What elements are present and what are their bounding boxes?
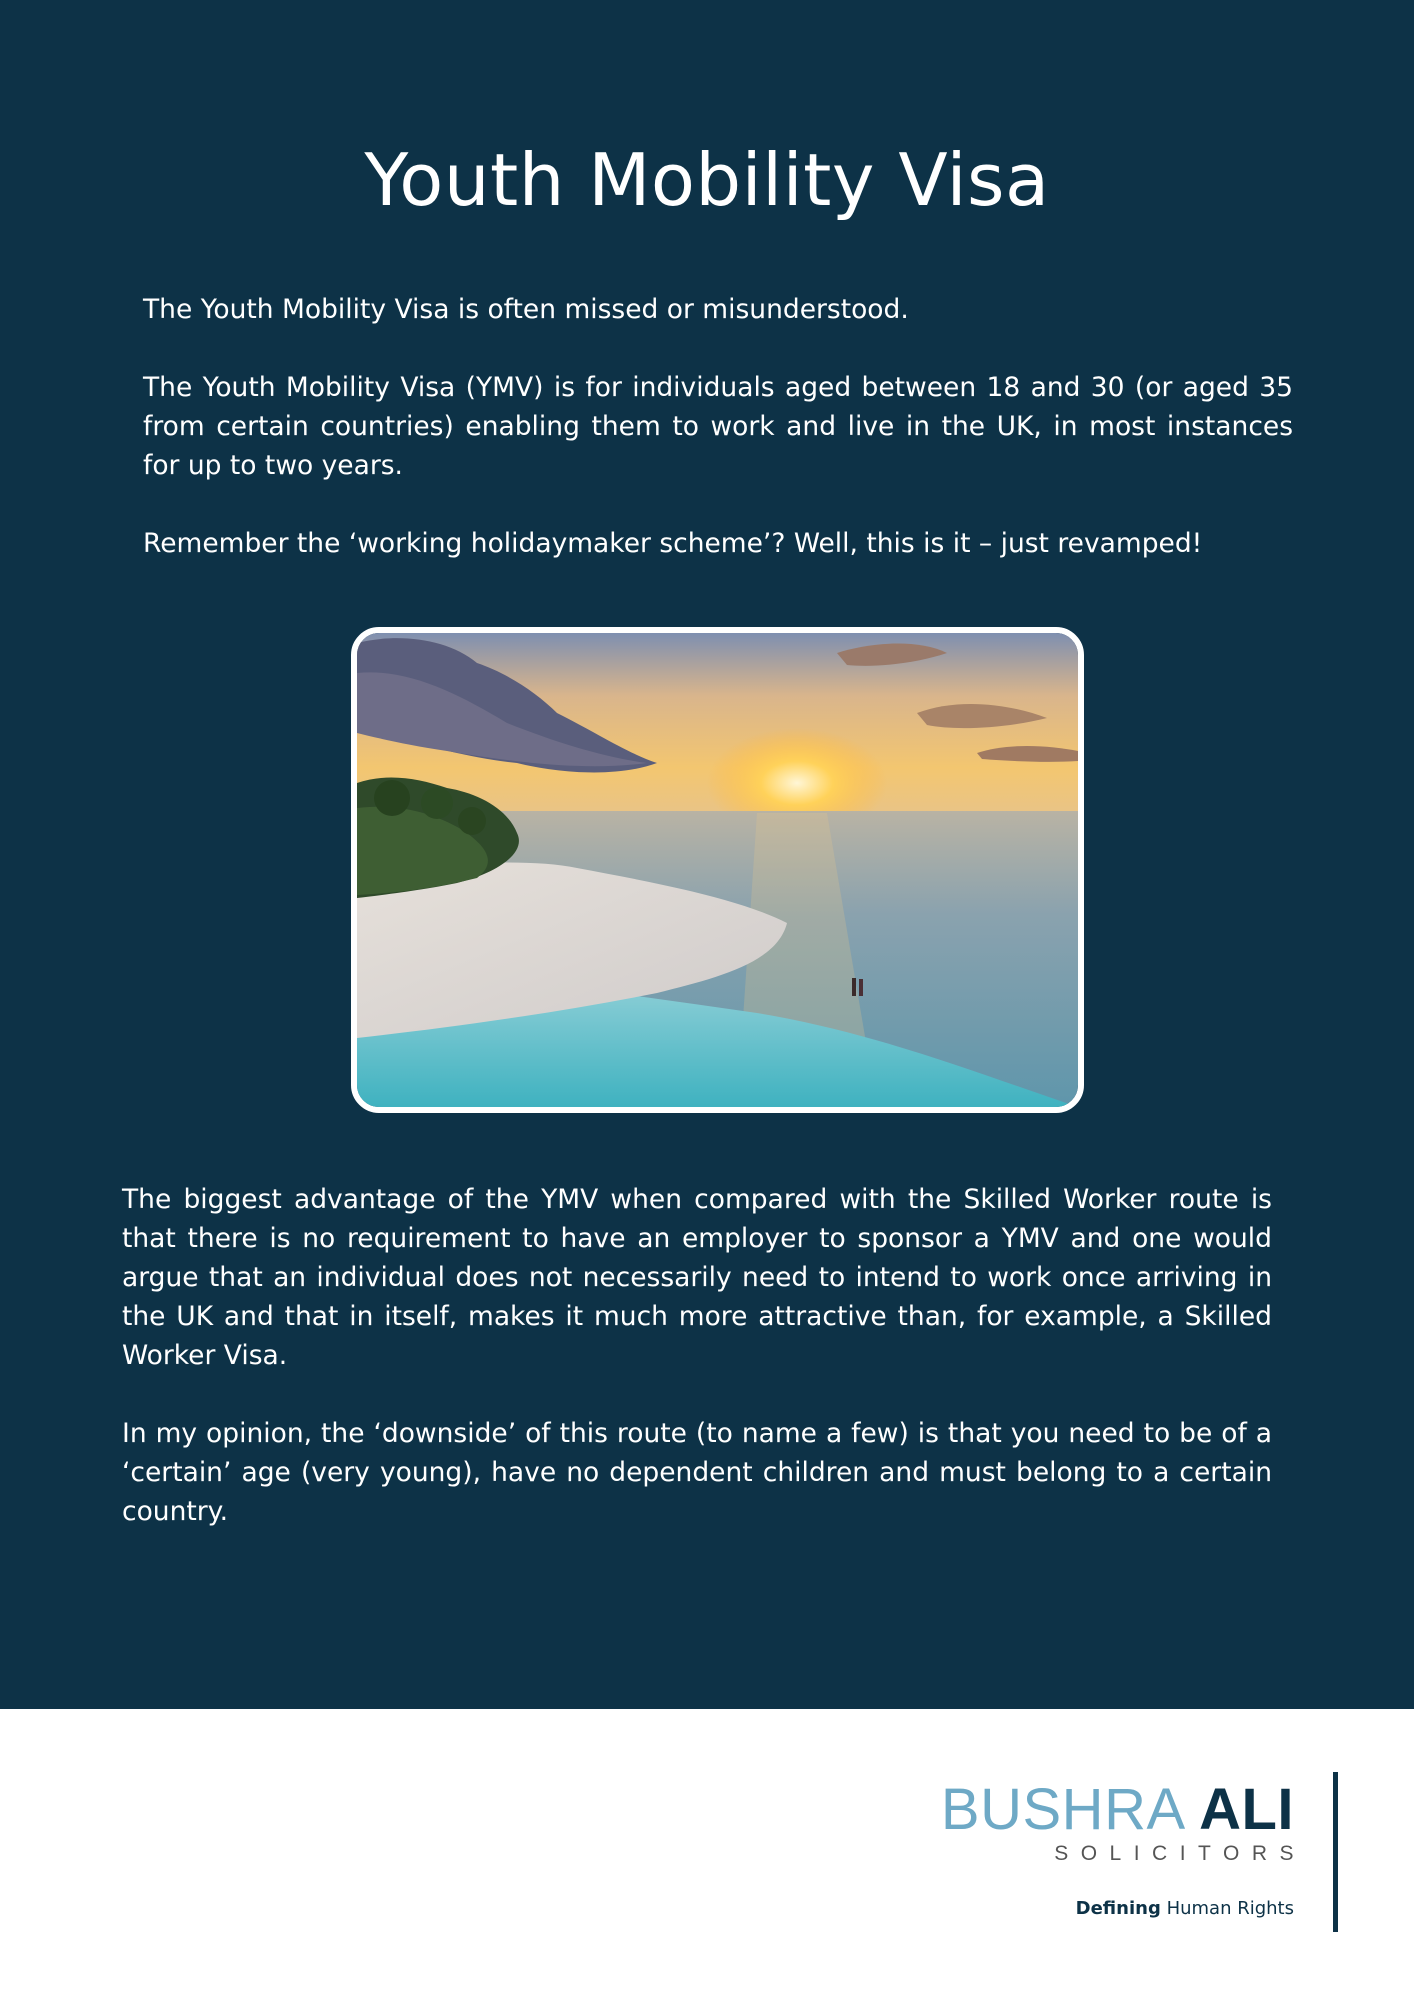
logo-name-bold: ALI [1199,1777,1294,1842]
tagline-rest: Human Rights [1166,1898,1294,1919]
logo-divider [1333,1772,1338,1932]
intro-paragraph: Remember the ‘working holidaymaker scheme’? Well, this is it – just revamped! [143,528,1203,559]
body-paragraph: The biggest advantage of the YMV when compared with the Skilled Worker route is that there is no requirement to have an employer to sponsor a YMV and one would argue that an individual does not necessarily need to intend to work once arriving in the UK and that in itself, makes it much more attractive than, for example, a Skilled Worker Visa. [122,1184,1272,1371]
tagline-bold: Defining [1075,1898,1161,1919]
company-logo [940,1777,1306,1919]
logo-name-light: BUSHRA [940,1777,1183,1842]
body-paragraph: In my opinion, the ‘downside’ of this route (to name a few) is that you need to be of a ‘certain’ age (very young), have no dependent children and must belong to a certain country. [122,1418,1272,1527]
body-text [122,1180,1272,1570]
logo-subtitle: SOLICITORS [1054,1842,1306,1865]
intro-paragraph: The Youth Mobility Visa (YMV) is for individuals aged between 18 and 30 (or aged 35 from certain countries) enabling them to work and live in the UK, in most instances for up to two years. [143,372,1293,481]
intro-text [143,290,1293,602]
intro-paragraph: The Youth Mobility Visa is often missed or misunderstood. [143,294,909,325]
page-title: Youth Mobility Visa [364,138,1050,222]
logo-name [940,1777,1294,1842]
beach-sunset-illustration [357,633,1078,1107]
logo-tagline [941,1898,1294,1919]
beach-sunset-photo [351,627,1084,1113]
